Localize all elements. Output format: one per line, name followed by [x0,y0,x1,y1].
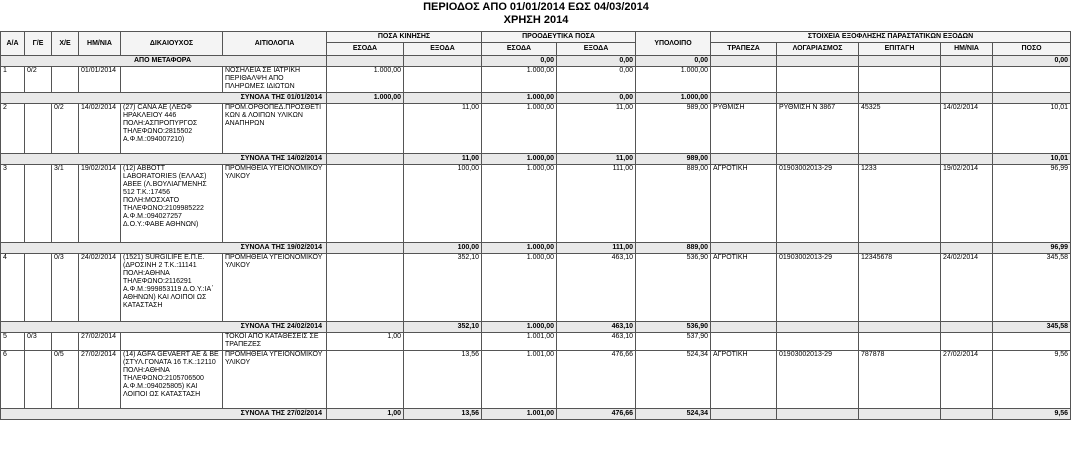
cell-reason: ΤΟΚΟΙ ΑΠΟ ΚΑΤΑΘΕΣΕΙΣ ΣΕ ΤΡΑΠΕΖΕΣ [223,333,327,351]
total-amount: 9,56 [993,409,1071,420]
cell-aa: 5 [1,333,25,351]
cell-aa: 3 [1,165,25,243]
cell-reason: ΠΡΟΜΗΘΕΙΑ ΥΓΕΙΟΝΟΜΙΚΟΥ ΥΛΙΚΟΥ [223,254,327,322]
cell-ge [25,165,52,243]
cell-account: 01903002013-29 [777,351,859,409]
table-row [1,351,1071,409]
header-balance: ΥΠΟΛΟΙΠΟ [636,32,711,56]
cell-reason: ΝΟΣΗΛΕΙΑ ΣΕ ΙΑΤΡΙΚΗ ΠΕΡΙΘΑΛΨΗ ΑΠΟ ΠΛΗΡΩΜΕΣ ΙΔΙΩΤΩΝ [223,67,327,93]
cell-cum-expense: 476,66 [557,351,636,409]
cell-check: 787878 [859,351,941,409]
total-label: ΣΥΝΟΛΑ ΤΗΣ 24/02/2014 [1,322,327,333]
cell-income [327,351,404,409]
total-cum-expense: 463,10 [557,322,636,333]
cell-account: 01903002013-29 [777,254,859,322]
cell-income [327,254,404,322]
total-balance: 989,00 [636,154,711,165]
cell-cum-income: 1.000,00 [482,165,557,243]
cell-cum-expense: 463,10 [557,333,636,351]
total-amount: 96,99 [993,243,1071,254]
cell-balance: 1.000,00 [636,67,711,93]
cell-balance: 537,90 [636,333,711,351]
total-income: 1.000,00 [327,93,404,104]
cell-aa: 1 [1,67,25,93]
cell-check [859,67,941,93]
cell-cum-income: 1.000,00 [482,254,557,322]
cell-expense: 352,10 [404,254,482,322]
cell-xe [52,333,79,351]
total-cum-income: 1.000,00 [482,243,557,254]
total-cum-expense: 11,00 [557,154,636,165]
cell-amount: 9,56 [993,351,1071,409]
cell-reason: ΠΡΟΜΗΘΕΙΑ ΥΓΕΙΟΝΟΜΙΚΟΥ ΥΛΙΚΟΥ [223,165,327,243]
carry-cum-expense: 0,00 [557,56,636,67]
cell-amount: 10,01 [993,104,1071,154]
cell-cum-income: 1.001,00 [482,333,557,351]
cell-check: 45325 [859,104,941,154]
cell-xe: 0/5 [52,351,79,409]
table-row [1,165,1071,243]
cell-bank [711,333,777,351]
cell-expense: 11,00 [404,104,482,154]
header-xe: Χ/Ε [52,32,79,56]
table-row [1,67,1071,93]
ledger-table [0,31,1071,420]
total-expense [404,93,482,104]
header-reason: ΑΙΤΙΟΛΟΓΙΑ [223,32,327,56]
cell-account [777,333,859,351]
cell-xe: 0/3 [52,254,79,322]
carry-cum-income: 0,00 [482,56,557,67]
cell-income: 1,00 [327,333,404,351]
cell-date: 14/02/2014 [79,104,121,154]
cell-amount: 345,58 [993,254,1071,322]
carry-label: ΑΠΟ ΜΕΤΑΦΟΡΑ [1,56,327,67]
total-row [1,154,1071,165]
header-account: ΛΟΓΑΡΙΑΣΜΟΣ [777,43,859,56]
header-income: ΕΣΟΔΑ [327,43,404,56]
header-amount: ΠΟΣΟ [993,43,1071,56]
cell-cum-expense: 11,00 [557,104,636,154]
cell-date: 24/02/2014 [79,254,121,322]
header-date: ΗΜ/ΝΙΑ [79,32,121,56]
cell-xe [52,67,79,93]
total-expense: 100,00 [404,243,482,254]
cell-pay-date: 27/02/2014 [941,351,993,409]
total-row [1,322,1071,333]
header-aa: Α/Α [1,32,25,56]
cell-ge [25,254,52,322]
cell-account: 01903002013-29 [777,165,859,243]
cell-expense: 13,56 [404,351,482,409]
cell-income [327,104,404,154]
cell-pay-date [941,333,993,351]
table-row [1,254,1071,322]
total-income [327,154,404,165]
total-row [1,93,1071,104]
cell-cum-income: 1.000,00 [482,104,557,154]
header-expense: ΕΞΟΔΑ [404,43,482,56]
total-label: ΣΥΝΟΛΑ ΤΗΣ 19/02/2014 [1,243,327,254]
header-movement: ΠΟΣΑ ΚΙΝΗΣΗΣ [327,32,482,43]
report-title: ΠΕΡΙΟΔΟΣ ΑΠΟ 01/01/2014 ΕΩΣ 04/03/2014 [423,1,649,13]
cell-balance: 989,00 [636,104,711,154]
cell-pay-date: 19/02/2014 [941,165,993,243]
header-pay-date: ΗΜ/ΝΙΑ [941,43,993,56]
cell-cum-expense: 0,00 [557,67,636,93]
cell-cum-income: 1.000,00 [482,67,557,93]
header-payment: ΣΤΟΙΧΕΙΑ ΕΞΟΦΛΗΣΗΣ ΠΑΡΑΣΤΑΤΙΚΩΝ ΕΞΟΔΩΝ [711,32,1071,43]
cell-reason: ΠΡΟΜΗΘΕΙΑ ΥΓΕΙΟΝΟΜΙΚΟΥ ΥΛΙΚΟΥ [223,351,327,409]
cell-check: 1233 [859,165,941,243]
cell-beneficiary: (1521) SURGILIFE Ε.Π.Ε. (ΔΡΟΣΙΝΗ 2 Τ.Κ.:11141 ΠΟΛΗ:ΑΘΗΝΑ ΤΗΛΕΦΩΝΟ:2116291 Α.Φ.Μ.:999853119 Δ.Ο.Υ.:ΙΑ΄ ΑΘΗΝΩΝ) ΚΑΙ ΛΟΙΠΟΙ ΩΣ ΚΑΤΑΣΤΑΣΗ [121,254,223,322]
total-cum-expense: 111,00 [557,243,636,254]
cell-income [327,165,404,243]
cell-pay-date [941,67,993,93]
total-label: ΣΥΝΟΛΑ ΤΗΣ 27/02/2014 [1,409,327,420]
cell-check: 12345678 [859,254,941,322]
header-cum-income: ΕΣΟΔΑ [482,43,557,56]
cell-beneficiary: (27) CANA AE (ΛΕΩΦ ΗΡΑΚΛΕΙΟΥ 446 ΠΟΛΗ:ΑΣΠΡΟΠΥΡΓΟΣ ΤΗΛΕΦΩΝΟ:2815502 Α.Φ.Μ.:094007210) [121,104,223,154]
total-cum-expense: 0,00 [557,93,636,104]
cell-bank: ΡΥΘΜΙΣΗ [711,104,777,154]
cell-ge [25,351,52,409]
header-cumulative: ΠΡΟΟΔΕΥΤΙΚΑ ΠΟΣΑ [482,32,636,43]
cell-xe: 0/2 [52,104,79,154]
header-cum-expense: ΕΞΟΔΑ [557,43,636,56]
cell-aa: 6 [1,351,25,409]
total-cum-income: 1.001,00 [482,409,557,420]
cell-date: 01/01/2014 [79,67,121,93]
total-balance: 524,34 [636,409,711,420]
table-row [1,333,1071,351]
total-balance: 889,00 [636,243,711,254]
cell-bank: ΑΓΡΟΤΙΚΗ [711,254,777,322]
cell-bank [711,67,777,93]
cell-expense [404,67,482,93]
total-cum-income: 1.000,00 [482,93,557,104]
cell-amount: 96,99 [993,165,1071,243]
total-amount [993,93,1071,104]
header-beneficiary: ΔΙΚΑΙΟΥΧΟΣ [121,32,223,56]
total-income [327,322,404,333]
total-balance: 1.000,00 [636,93,711,104]
total-income [327,243,404,254]
total-amount: 345,58 [993,322,1071,333]
cell-aa: 4 [1,254,25,322]
cell-beneficiary: (12) ABBOTT LABORATORIES (ΕΛΛΑΣ) ΑΒΕΕ (Λ.ΒΟΥΛΙΑΓΜΕΝΗΣ 512 Τ.Κ.:17456 ΠΟΛΗ:ΜΟΣΧΑΤΟ ΤΗΛΕΦΩΝΟ:2109985222 Α.Φ.Μ.:094027257 Δ.Ο.Υ.:ΦΑΒΕ ΑΘΗΝΩΝ) [121,165,223,243]
total-row [1,243,1071,254]
total-label: ΣΥΝΟΛΑ ΤΗΣ 14/02/2014 [1,154,327,165]
header-bank: ΤΡΑΠΕΖΑ [711,43,777,56]
carry-forward-row [1,56,1071,67]
total-amount: 10,01 [993,154,1071,165]
cell-ge: 0/3 [25,333,52,351]
total-cum-income: 1.000,00 [482,154,557,165]
cell-beneficiary [121,67,223,93]
cell-bank: ΑΓΡΟΤΙΚΗ [711,165,777,243]
total-income: 1,00 [327,409,404,420]
cell-account [777,67,859,93]
cell-cum-expense: 463,10 [557,254,636,322]
total-cum-income: 1.000,00 [482,322,557,333]
cell-cum-income: 1.001,00 [482,351,557,409]
cell-date: 19/02/2014 [79,165,121,243]
total-label: ΣΥΝΟΛΑ ΤΗΣ 01/01/2014 [1,93,327,104]
cell-expense: 100,00 [404,165,482,243]
carry-amount: 0,00 [993,56,1071,67]
cell-balance: 889,00 [636,165,711,243]
cell-pay-date: 14/02/2014 [941,104,993,154]
total-cum-expense: 476,66 [557,409,636,420]
total-expense: 11,00 [404,154,482,165]
cell-ge [25,104,52,154]
cell-cum-expense: 111,00 [557,165,636,243]
total-row [1,409,1071,420]
cell-beneficiary: (14) AGFA GEVAERT AE & BE (ΣΤΥΛ.ΓΟΝΑΤΑ 16 Τ.Κ.:12110 ΠΟΛΗ:ΑΘΗΝΑ ΤΗΛΕΦΩΝΟ:2105706500 Α.Φ.Μ.:094025805) ΚΑΙ ΛΟΙΠΟΙ ΩΣ ΚΑΤΑΣΤΑΣΗ [121,351,223,409]
total-expense: 352,10 [404,322,482,333]
cell-amount [993,67,1071,93]
report-subtitle: ΧΡΗΣΗ 2014 [503,14,569,26]
header-ge: Γ/Ε [25,32,52,56]
cell-date: 27/02/2014 [79,333,121,351]
cell-balance: 524,34 [636,351,711,409]
total-expense: 13,56 [404,409,482,420]
cell-aa: 2 [1,104,25,154]
cell-balance: 536,90 [636,254,711,322]
cell-check [859,333,941,351]
cell-ge: 0/2 [25,67,52,93]
table-row [1,104,1071,154]
cell-date: 27/02/2014 [79,351,121,409]
total-balance: 536,90 [636,322,711,333]
cell-beneficiary [121,333,223,351]
cell-account: ΡΥΘΜΙΣΗ Ν 3867 [777,104,859,154]
cell-reason: ΠΡΟΜ.ΟΡΘΟΠΕΔ.ΠΡΟΣΘΕΤΙ ΚΩΝ & ΛΟΙΠΩΝ ΥΛΙΚΩΝ ΑΝΑΠΗΡΩΝ [223,104,327,154]
cell-amount [993,333,1071,351]
carry-balance: 0,00 [636,56,711,67]
cell-pay-date: 24/02/2014 [941,254,993,322]
cell-bank: ΑΓΡΟΤΙΚΗ [711,351,777,409]
cell-expense [404,333,482,351]
cell-income: 1.000,00 [327,67,404,93]
cell-xe: 3/1 [52,165,79,243]
header-check: ΕΠΙΤΑΓΗ [859,43,941,56]
